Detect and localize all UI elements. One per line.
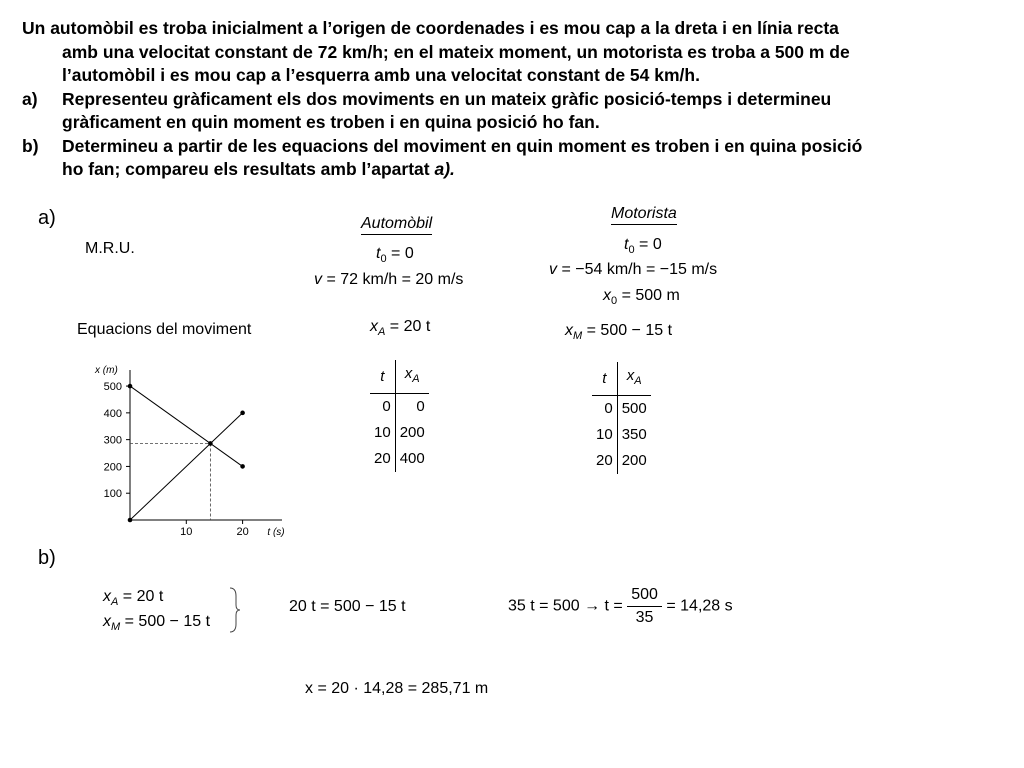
table-row: 10 200 [370, 420, 429, 446]
y-tick-label: 200 [103, 461, 122, 474]
motorista-title: Motorista [611, 205, 677, 225]
series-line-autombil [130, 413, 243, 520]
table-row: 0 500 [592, 396, 651, 423]
y-tick-label: 400 [103, 407, 122, 420]
problem-statement [22, 17, 1012, 182]
table-row: 20 400 [370, 446, 429, 472]
automobil-t0: $t_0 = 0$ [376, 245, 414, 265]
table-auto-header-t: t [370, 360, 395, 394]
data-point-autombil [240, 411, 245, 416]
data-point-autombil [128, 518, 133, 523]
part-b-label: b) [22, 135, 39, 156]
x-axis-label: t (s) [267, 527, 285, 538]
table-automobil [370, 360, 429, 472]
x-tick-label: 20 [236, 526, 249, 538]
automobil-equation: $x_A = 20$ t [370, 318, 431, 338]
data-point-motorista [240, 464, 245, 469]
table-row: 20 200 [592, 448, 651, 474]
motorista-equation: $x_M = 500 - 15$ t [565, 322, 673, 342]
system-eq-1: $x_A = 20$ t [103, 588, 164, 608]
mru-label: M.R.U. [85, 240, 135, 257]
x-tick-label: 10 [180, 526, 193, 538]
part-a-text-1: Representeu gràficament els dos moviments en un mateix gràfic posició-temps i determineu [62, 88, 832, 109]
time-solution: 35 t = 500 → t = $\frac{500}{35}$ = 14,28 s [508, 586, 733, 626]
table-auto-header-x: $x_A$ [395, 360, 429, 394]
series-line-motorista [130, 386, 243, 466]
part-a-line-1 [22, 88, 1012, 112]
motorista-x0: $x_0 = 500$ m [603, 287, 680, 307]
motorista-velocity: v = −54 km/h = −15 m/s [549, 261, 718, 278]
problem-line-2: amb una velocitat constant de 72 km/h; en el mateix moment, un motorista es troba a 500 m de [62, 41, 850, 62]
table-row: 10 350 [592, 422, 651, 448]
position-result: x = 20 · 14,28 = 285,71 m [305, 680, 489, 697]
table-moto-header-t: t [592, 362, 617, 396]
equations-label: Equacions del moviment [77, 321, 252, 338]
solution-a-label: a) [38, 207, 56, 229]
y-tick-label: 100 [103, 488, 122, 501]
solution-b-label: b) [38, 547, 56, 569]
automobil-velocity: v = 72 km/h = 20 m/s [314, 271, 464, 288]
part-a-line-2: gràficament en quin moment es troben i en quina posició ho fan. [62, 112, 600, 132]
part-b-line-2 [22, 158, 1012, 182]
table-moto-header-x: $x_A$ [617, 362, 651, 396]
part-a-label: a) [22, 88, 38, 109]
equality-equation: 20 t = 500 − 15 t [289, 598, 406, 615]
part-b-ref: a). [434, 159, 455, 179]
data-point-motorista [128, 384, 133, 389]
problem-line-1: Un automòbil es troba inicialment a l’origen de coordenades i es mou cap a la dreta i en línia recta [22, 18, 839, 38]
motorista-t0: $t_0 = 0$ [624, 236, 662, 256]
y-tick-label: 500 [103, 381, 122, 394]
automobil-title: Automòbil [361, 215, 432, 235]
position-time-chart [90, 360, 290, 540]
table-motorista [592, 362, 651, 474]
part-b-text-1: Determineu a partir de les equacions del moviment en quin moment es troben i en quina posició [62, 135, 863, 156]
time-fraction: $\frac{500}{35}$ [627, 586, 662, 627]
y-axis-label: x (m) [95, 365, 118, 376]
system-brace-icon [228, 586, 242, 634]
intersection-point [208, 441, 213, 446]
y-tick-label: 300 [103, 434, 122, 447]
problem-line-3: l’automòbil i es mou cap a l’esquerra amb una velocitat constant de 54 km/h. [62, 65, 700, 85]
system-eq-2: $x_M = 500 - 15$ t [103, 613, 211, 633]
part-b-text-2: ho fan; compareu els resultats amb l’apartat [62, 159, 435, 179]
table-row: 0 0 [370, 394, 429, 421]
part-b-line-1 [22, 135, 1012, 159]
